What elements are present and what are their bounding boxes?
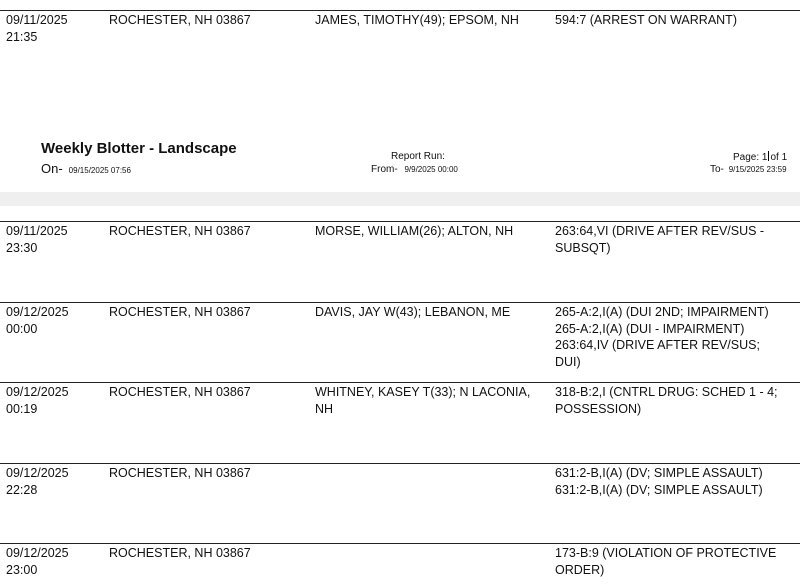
entry-name: JAMES, TIMOTHY(49); EPSOM, NH [315, 13, 519, 27]
entry-charges: 594:7 (ARREST ON WARRANT) [555, 13, 737, 27]
entry-charges: 265-A:2,I(A) (DUI 2ND; IMPAIRMENT) 265-A:2,I(A) (DUI - IMPAIRMENT) 263:64,IV (DRIVE AFTER REV/SUS; DUI) [555, 305, 769, 369]
entry-date: 09/11/2025 21:35 [6, 13, 68, 44]
entry-date: 09/12/2025 00:19 [6, 385, 69, 416]
page-indicator [733, 151, 787, 163]
to-value: 9/15/2025 23:59 [728, 165, 787, 174]
page-of: of [770, 152, 779, 163]
entry-name: MORSE, WILLIAM(26); ALTON, NH [315, 224, 514, 238]
entry-date: 09/11/2025 23:30 [6, 224, 68, 255]
entry-charges: 173-B:9 (VIOLATION OF PROTECTIVE ORDER) [555, 546, 777, 577]
entry-date: 09/12/2025 22:28 [6, 466, 69, 497]
row-divider [0, 382, 800, 383]
on-label: On- [41, 161, 63, 176]
entry-location: ROCHESTER, NH 03867 [109, 466, 251, 480]
row-divider [0, 10, 800, 11]
entry-charges: 263:64,VI (DRIVE AFTER REV/SUS - SUBSQT) [555, 224, 765, 255]
entry-charges: 318-B:2,I (CNTRL DRUG: SCHED 1 - 4; POSSESSION) [555, 385, 778, 416]
entry-location: ROCHESTER, NH 03867 [109, 305, 251, 319]
report-from-line [371, 164, 458, 175]
page-total: 1 [781, 152, 788, 163]
entry-location: ROCHESTER, NH 03867 [109, 385, 251, 399]
report-to-line [710, 164, 787, 175]
report-title: Weekly Blotter - Landscape [41, 140, 237, 157]
row-divider [0, 463, 800, 464]
report-run-label: Report Run: [391, 151, 445, 162]
row-divider [0, 302, 800, 303]
entry-location: ROCHESTER, NH 03867 [109, 13, 251, 27]
to-label: To- [710, 164, 724, 175]
entry-date: 09/12/2025 23:00 [6, 546, 69, 577]
row-divider [0, 221, 800, 222]
row-divider [0, 543, 800, 544]
page-current: 1 [761, 152, 768, 163]
on-timestamp: 09/15/2025 07:56 [68, 166, 131, 175]
entry-name: WHITNEY, KASEY T(33); N LACONIA, NH [315, 385, 531, 416]
entry-location: ROCHESTER, NH 03867 [109, 546, 251, 560]
report-on-line [41, 161, 131, 176]
from-value: 9/9/2025 00:00 [404, 165, 458, 174]
entry-name: DAVIS, JAY W(43); LEBANON, ME [315, 305, 511, 319]
report-page-top [0, 0, 800, 192]
entry-location: ROCHESTER, NH 03867 [109, 224, 251, 238]
page-separator [0, 192, 800, 206]
entry-date: 09/12/2025 00:00 [6, 305, 69, 336]
from-label: From- [371, 164, 398, 175]
entry-charges: 631:2-B,I(A) (DV; SIMPLE ASSAULT) 631:2-B,I(A) (DV; SIMPLE ASSAULT) [555, 466, 763, 497]
page-label: Page: [733, 152, 760, 163]
